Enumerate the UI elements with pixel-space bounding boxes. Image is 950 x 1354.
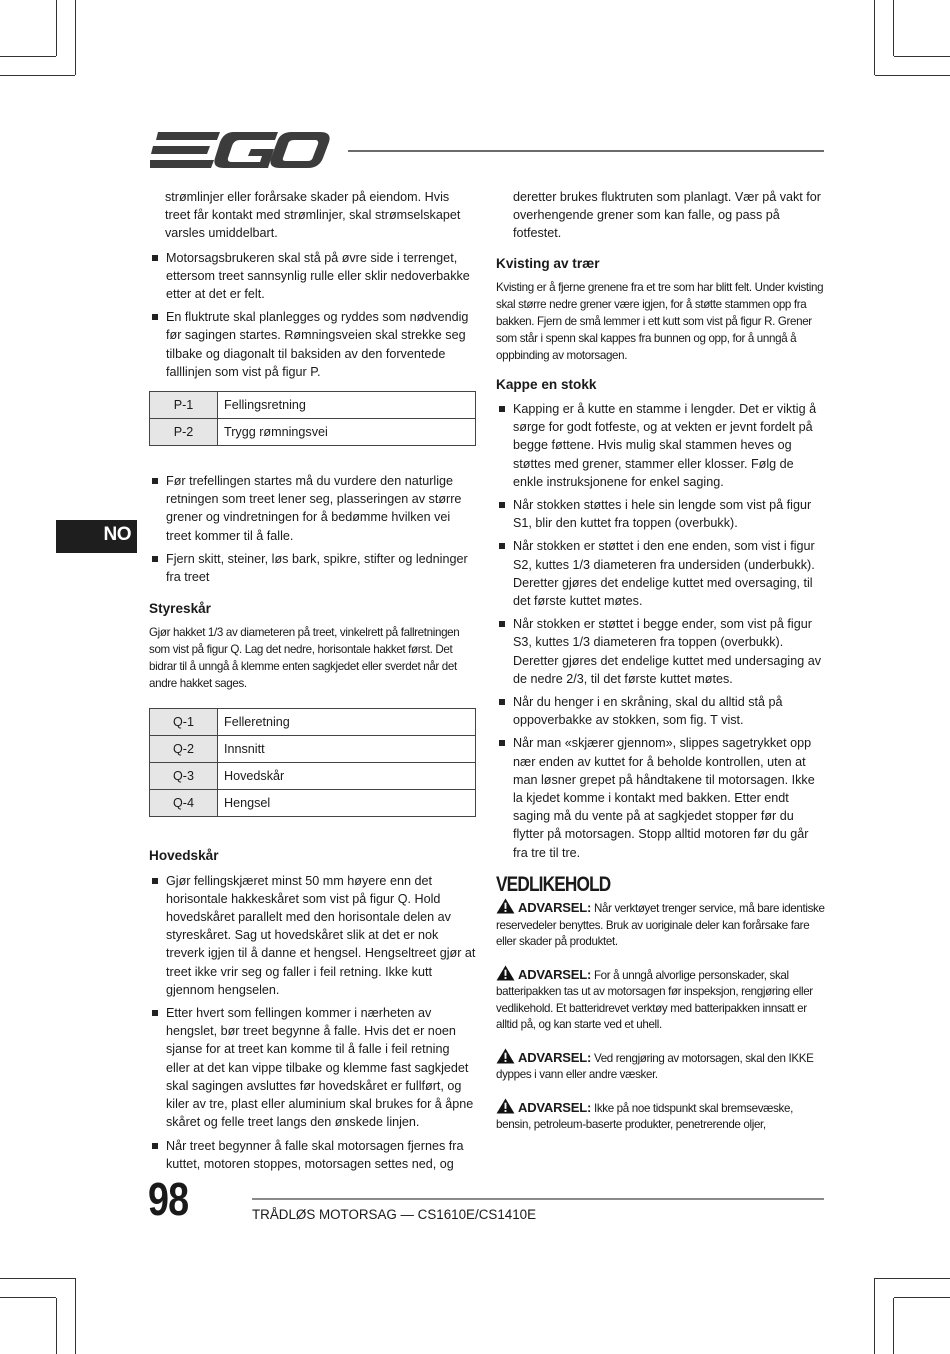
list-item: Før trefellingen startes må du vurdere den naturlige retningen som treet lener seg, plasseringen av større grener og vindretningen for å bedømme hvilken vei treet kommer til å falle.	[149, 472, 476, 545]
list-item: Når man «skjærer gjennom», slippes sagetrykket opp nær enden av kuttet for å beholde kontrollen, uten at man løsner grepet på håndtakene til motorsagen. Ikke la kjedet komme i kontakt med bakken. Etter endt saging må du vente på at sagkjedet stopper før du flytter på motorsagen. Stopp alltid motoren før du går fra tre til tre.	[496, 734, 826, 861]
continuation-text: strømlinjer eller forårsake skader på eiendom. Hvis treet får kontakt med strømlinjer, skal strømselskapet varsles umiddelbart.	[165, 190, 461, 241]
table-value: Felleretning	[218, 709, 476, 736]
section-heading: Hovedskår	[149, 848, 219, 864]
figure-q-legend-table	[149, 708, 476, 817]
table-value: Hovedskår	[218, 763, 476, 790]
table-value: Hengsel	[218, 790, 476, 817]
warning-triangle-icon	[496, 965, 515, 981]
table-value: Fellingsretning	[218, 392, 476, 419]
table-row	[150, 736, 476, 763]
table-key: P-2	[150, 419, 218, 446]
crop-mark	[875, 75, 950, 76]
warning-text: For å unngå alvorlige personskader, skal batteripakken tas ut av motorsagen før inspeksjon, rengjøring eller vedlikehold. Et batteridrevet verktøy med batteripakken innsatt er alltid på, og kan starte ved et uhell.	[496, 968, 813, 1032]
crop-mark	[56, 0, 57, 56]
section-paragraph: Gjør hakket 1/3 av diameteren på treet, vinkelrett på fallretningen som vist på figur Q. Lag det nedre, horisontale hakket først. Det bidrar til å unngå å klemme enten sagkjedet eller sverdet når det andre hakket sages.	[149, 626, 460, 691]
list-item: Når stokken er støttet i begge ender, som vist på figur S3, kuttes 1/3 diameteren fra toppen (overbukk). Deretter gjøres det endelige kuttet med undersaging av de nedre 2/3, til det første kuttet møtes.	[496, 615, 826, 688]
maintenance-heading: VEDLIKEHOLD	[496, 872, 611, 896]
page-number: 98	[148, 1173, 189, 1225]
table-row	[150, 790, 476, 817]
list-item: Fjern skitt, steiner, løs bark, spikre, stifter og ledninger fra treet	[149, 550, 476, 586]
table-key: P-1	[150, 392, 218, 419]
list-item: Gjør fellingskjæret minst 50 mm høyere enn det horisontale hakkeskåret som vist på figur Q. Hold hovedskåret parallelt med den horisontale delen av styreskåret. Sag ut hovedskåret slik at det er nok treverk igjen til å danne et hengsel. Hengseltreet gjør at treet ikke vrir seg og faller i feil retning. Ikke kutt gjennom hengselen.	[149, 872, 476, 999]
warning-triangle-icon	[496, 898, 515, 914]
warning-block	[496, 898, 826, 951]
section-paragraph: Kvisting er å fjerne grenene fra et tre som har blitt felt. Under kvisting skal større nedre grener være igjen, for å støtte stammen opp fra bakken. Fjern de små lemmer i ett kutt som vist på figur R. Grener som står i spenn skal kappes fra bunnen og opp, for å unngå å oppbinding av motorsagen.	[496, 280, 824, 362]
list-item: Motorsagsbrukeren skal stå på øvre side i terrenget, ettersom treet sannsynlig rulle eller sklir nedoverbakke etter at det er felt.	[149, 249, 476, 304]
table-key: Q-2	[150, 736, 218, 763]
language-tab-label: NO	[103, 524, 131, 545]
table-key: Q-3	[150, 763, 218, 790]
warning-triangle-icon	[496, 1098, 515, 1114]
warning-block	[496, 965, 826, 1034]
warning-block	[496, 1098, 826, 1134]
crop-mark	[0, 75, 75, 76]
table-key: Q-1	[150, 709, 218, 736]
section-heading: Kvisting av trær	[496, 255, 600, 271]
warning-text: Ved rengjøring av motorsagen, skal den IKKE dyppes i vann eller andre væsker.	[496, 1051, 814, 1082]
ego-logo	[150, 128, 330, 172]
continuation-text: deretter brukes fluktruten som planlagt. Vær på vakt for overhengende grener som kan falle, og pass på fotfestet.	[513, 190, 821, 241]
section-heading: Styreskår	[149, 601, 211, 617]
crop-mark	[56, 1298, 57, 1354]
table-value: Innsnitt	[218, 736, 476, 763]
bullet-list	[149, 472, 476, 586]
crop-mark	[874, 0, 875, 75]
table-row	[150, 419, 476, 446]
language-tab	[56, 520, 137, 553]
crop-mark	[0, 1297, 56, 1298]
crop-mark	[893, 0, 894, 56]
list-item: Når stokken er støttet i den ene enden, som vist i figur S2, kuttes 1/3 diameteren fra undersiden (underbukk). Deretter gjøres det endelige kuttet med oversaging, til det første kuttet møtes.	[496, 537, 826, 610]
crop-mark	[75, 1278, 76, 1354]
list-item: Når du henger i en skråning, skal du alltid stå på oppoverbakke av stokken, som fig. T vist.	[496, 693, 826, 729]
table-row	[150, 709, 476, 736]
section-heading: Kappe en stokk	[496, 376, 597, 392]
warning-triangle-icon	[496, 1048, 515, 1064]
footer-rule	[252, 1198, 824, 1200]
warning-label: ADVARSEL:	[518, 900, 592, 916]
figure-p-legend-table	[149, 391, 476, 446]
crop-mark	[875, 1278, 950, 1279]
list-item: Kapping er å kutte en stamme i lengder. Det er viktig å sørge for godt fotfeste, og at vekten er jevnt fordelt på begge føttene. Hvis mulig skal stammen heves og støttes med grener, stammer eller klosser. Følg de enkle instruksjonene for enkel saging.	[496, 400, 826, 491]
table-row	[150, 763, 476, 790]
warning-label: ADVARSEL:	[518, 966, 592, 982]
table-row	[150, 392, 476, 419]
header-rule	[348, 150, 824, 152]
table-key: Q-4	[150, 790, 218, 817]
table-value: Trygg rømningsvei	[218, 419, 476, 446]
crop-mark	[75, 0, 76, 75]
warning-label: ADVARSEL:	[518, 1049, 592, 1065]
warning-block	[496, 1048, 826, 1084]
bullet-list	[149, 872, 476, 1173]
list-item: Etter hvert som fellingen kommer i nærheten av hengslet, bør treet begynne å falle. Hvis det er noen sjanse for at treet kan komme til å falle i feil retning eller at det kan vippe tilbake og klemme fast sagkjedet skal sagingen avsluttes før hovedskåret er fullført, og kiler av tre, plast eller aluminium skal brukes for å åpne skåret og felle treet langs den ønskede linjen.	[149, 1004, 476, 1131]
warning-label: ADVARSEL:	[518, 1099, 592, 1115]
crop-mark	[0, 56, 56, 57]
list-item: En fluktrute skal planlegges og ryddes som nødvendig før sagingen startes. Rømningsveien skal strekke seg tilbake og diagonalt til baksiden av den forventede falllinjen som vist på figur P.	[149, 308, 476, 381]
footer-title: TRÅDLØS MOTORSAG — CS1610E/CS1410E	[252, 1207, 537, 1222]
left-column	[149, 188, 476, 1178]
bullet-list	[496, 400, 826, 862]
warning-text: Ikke på noe tidspunkt skal bremsevæske, bensin, petroleum-baserte produkter, penetrerende oljer,	[496, 1101, 793, 1132]
crop-mark	[874, 1278, 875, 1354]
crop-mark	[0, 1278, 75, 1279]
crop-mark	[894, 1297, 950, 1298]
crop-mark	[894, 56, 950, 57]
list-item: Når stokken støttes i hele sin lengde som vist på figur S1, blir den kuttet fra toppen (overbukk).	[496, 496, 826, 532]
list-item: Når treet begynner å falle skal motorsagen fjernes fra kuttet, motoren stoppes, motorsagen settes ned, og	[149, 1137, 476, 1173]
warning-text: Når verktøyet trenger service, må bare identiske reservedeler benyttes. Bruk av uoriginale deler kan forårsake fare eller skader på produktet.	[496, 902, 825, 949]
crop-mark	[893, 1298, 894, 1354]
right-column	[496, 188, 826, 1148]
bullet-list	[149, 249, 476, 381]
